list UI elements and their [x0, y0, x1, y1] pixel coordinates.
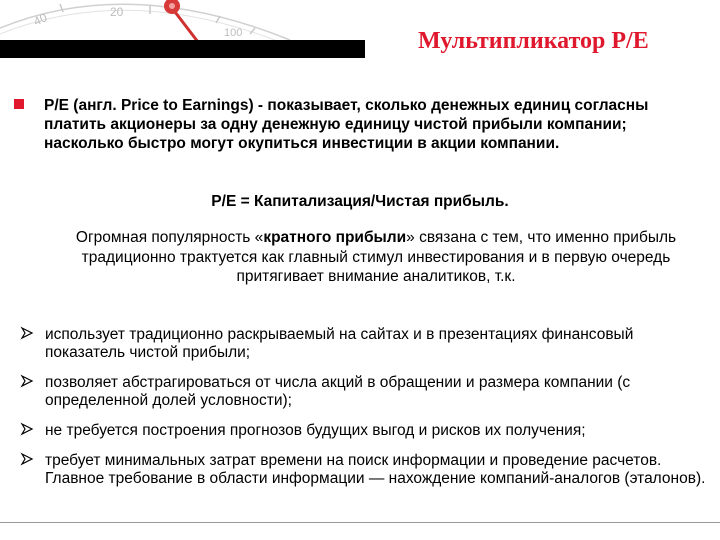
gauge-graphic	[0, 0, 300, 42]
list-item-text: требует минимальных затрат времени на поиск информации и проведение расчетов. Главное требование в области информации — нахождение компаний-аналогов (эталонов).	[45, 452, 706, 487]
intro-text: P/E (англ. Price to Earnings) - показывает, сколько денежных единиц согласны платить акционеры за одну денежную единицу чистой прибыли компании; насколько быстро могут окупиться инвестиции в акции компании.	[44, 97, 649, 152]
list-item	[20, 422, 586, 440]
list-item-text: использует традиционно раскрываемый на сайтах и в презентациях финансовый показатель чистой прибыли;	[45, 326, 634, 361]
paragraph-emphasis: кратного прибыли	[263, 229, 407, 246]
arrow-bullet-icon	[20, 374, 34, 388]
list-item	[20, 326, 710, 361]
gauge-label-100: 100	[224, 27, 243, 39]
footer-divider	[0, 522, 720, 523]
gauge-label-40: 40	[31, 10, 50, 29]
list-item-text: позволяет абстрагироваться от числа акций в обращении и размера компании (с определенной долей условности);	[45, 374, 631, 409]
list-item-text: не требуется построения прогнозов будущих выгод и рисков их получения;	[45, 422, 586, 439]
square-bullet-icon	[14, 99, 24, 109]
gauge-label-20: 20	[110, 5, 124, 19]
list-item	[20, 452, 710, 487]
paragraph-part-2: » связана с тем, что именно прибыль традиционно трактуется как главный стимул инвестирования и в первую очередь притягивает внимание аналитиков, т.к.	[81, 229, 677, 285]
list-item	[20, 374, 710, 409]
arrow-bullet-icon	[20, 452, 34, 466]
intro-block	[14, 96, 704, 153]
formula: P/E = Капитализация/Чистая прибыль.	[211, 193, 509, 210]
arrow-bullet-icon	[20, 422, 34, 436]
paragraph-part-1: Огромная популярность «	[75, 229, 264, 246]
page-title: Мультипликатор P/E	[418, 28, 649, 54]
popularity-paragraph	[40, 228, 712, 287]
arrow-bullet-icon	[20, 326, 34, 340]
header-bar	[0, 40, 365, 58]
